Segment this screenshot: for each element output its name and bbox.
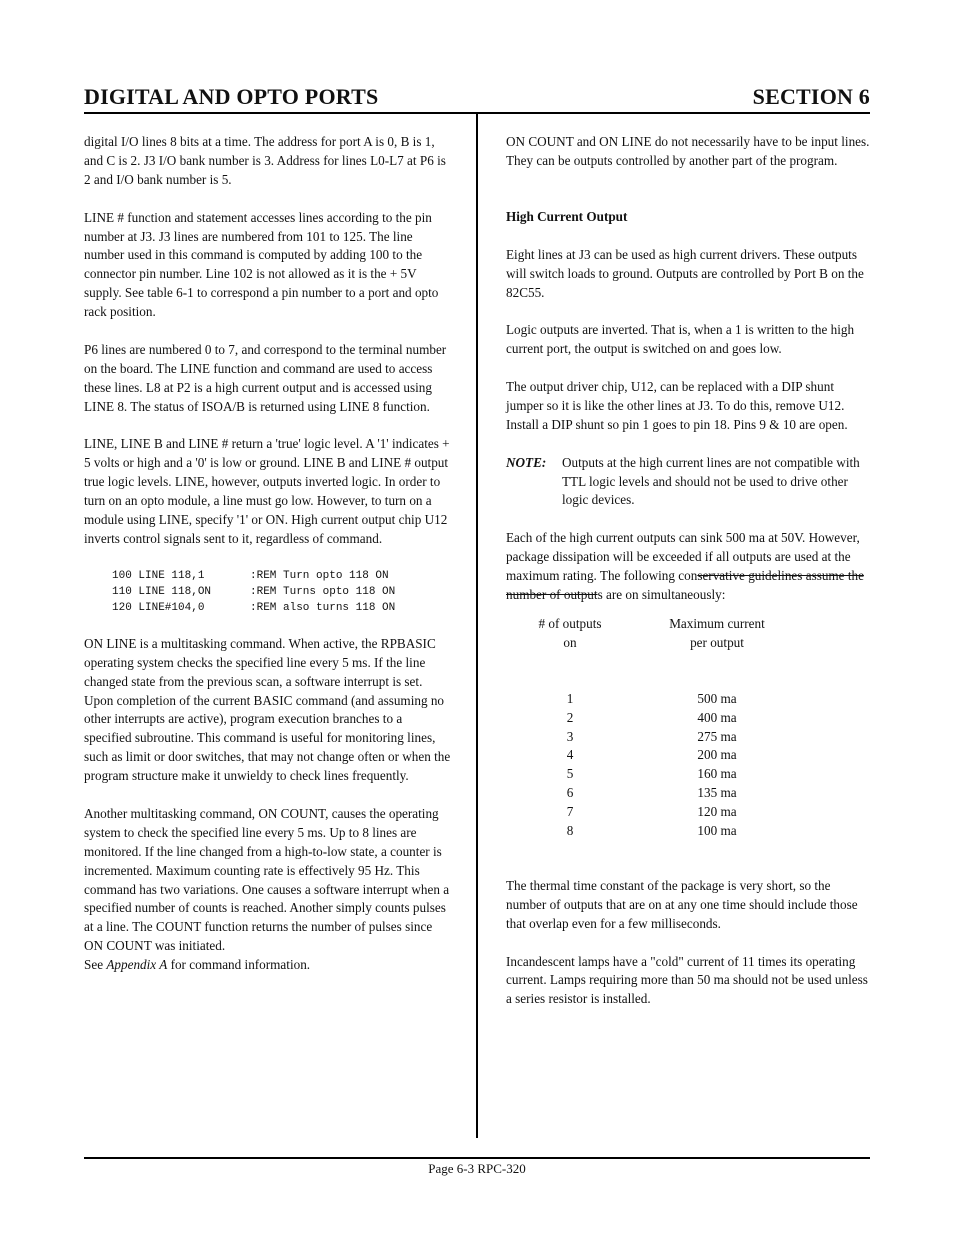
paragraph-p6-lines: P6 lines are numbered 0 to 7, and correspond to the terminal number on the board. The LINE function and command are used to access these lines. L8 at P2 is a high current output and is accessed using LINE 8. The status of ISOA/B is returned using LINE 8 function. (84, 341, 447, 414)
column-divider (476, 112, 478, 1138)
paragraph-line-function: LINE # function and statement accesses lines according to the pin number at J3. J3 lines are numbered from 101 to 125. The line number used in this command is computed by adding 100 to the connector pin number. Line 102 is not allowed as it is the + 5V supply. See table 6-1 to correspond a pin number to a port and opto rack position. (84, 209, 439, 320)
spacer (506, 859, 872, 877)
table-row: 7 120 ma (566, 804, 737, 820)
subheading-high-current: High Current Output (506, 208, 628, 224)
code-line: 100 LINE 118,1 :REM Turn opto 118 ON (112, 569, 389, 582)
note-block (506, 454, 872, 511)
note-text: Outputs at the high current lines are not compatible with TTL logic levels and should not be used to drive other logic devices. (562, 454, 860, 508)
paragraph-on-line: ON LINE is a multitasking command. When active, the RPBASIC operating system checks the specified line every 5 ms. If the line changed state from the previous scan, a software interrupt is set. Upon completion of the current BASIC command (and assuming no other interrupts are active), program execution branches to a specified subroutine. This command is useful for monitoring lines, such as limit or door switches, that may not change often or when the program structure make it unwieldy to check lines frequently. (84, 635, 451, 784)
footer-rule (84, 1157, 870, 1159)
struck-text: servative guidelines assume the number of output (506, 568, 864, 603)
paragraph-thermal: The thermal time constant of the package is very short, so the number of outputs that are on at any one time should include those that overlap even for a few milliseconds. (506, 877, 858, 931)
table-body (506, 690, 872, 841)
code-line: 120 LINE#104,0 :REM also turns 118 ON (112, 601, 396, 614)
table-row: 2 400 ma (566, 709, 737, 725)
table-row: 4 200 ma (566, 747, 737, 763)
section-label: SECTION 6 (752, 84, 870, 109)
page-header (84, 84, 870, 114)
paragraph-inverted: Logic outputs are inverted. That is, when a 1 is written to the high current port, the output is switched on and goes low. (506, 322, 855, 357)
table-row: 3 275 ma (566, 728, 737, 744)
paragraph-io-address: digital I/O lines 8 bits at a time. The address for port A is 0, B is 1, and C is 2. J3 I/O bank number is 3. Address for lines L0-L7 at P6 is 2 and I/O bank number is 5. (84, 134, 446, 187)
table-row: 6 135 ma (566, 785, 737, 801)
paragraph-sink-rating: Each of the high current outputs can sink 500 ma at 50V. However, package dissipation will be exceeded if all outputs are used at the maximum rating. The following conservative guidelines assume the number of outputs are on simultaneously: (506, 530, 864, 603)
paragraph-lamps: Incandescent lamps have a "cold" current of 11 times its operating current. Lamps requiring more than 50 ma should not be used unless a series resistor is installed. (506, 953, 868, 1007)
code-line: 110 LINE 118,ON :REM Turns opto 118 ON (112, 585, 396, 598)
table-row: 8 100 ma (566, 823, 737, 839)
paragraph-dip-shunt: The output driver chip, U12, can be replaced with a DIP shunt jumper so it is like the other lines at J3. To do this, remove U12. Install a DIP shunt so pin 1 goes to pin 18. Pins 9 & 10 are open. (506, 379, 848, 432)
current-table (506, 615, 872, 841)
table-header (506, 615, 872, 653)
column-header-outputs: # of outputs on (538, 615, 602, 650)
column-header-current: Maximum current per output (669, 615, 765, 650)
left-column (84, 133, 452, 975)
appendix-reference: Appendix A (106, 957, 168, 973)
note-label: NOTE: (506, 454, 547, 470)
page-footer: Page 6-3 RPC-320 (428, 1161, 526, 1176)
table-row: 1 500 ma (566, 690, 737, 706)
paragraph-outputs-note: ON COUNT and ON LINE do not necessarily have to be input lines. They can be outputs controlled by another part of the program. (506, 134, 870, 168)
right-column (506, 133, 872, 1028)
table-row: 5 160 ma (566, 766, 737, 782)
chapter-title: DIGITAL AND OPTO PORTS (84, 84, 379, 109)
paragraph-logic-levels: LINE, LINE B and LINE # return a 'true' logic level. A '1' indicates + 5 volts or high and a '0' is low or ground. LINE B and LINE # output true logic levels. LINE, however, outputs inverted logic. In order to turn on an opto module, a line must go low. However, to turn on a module using LINE, specify '1' or ON. High current output chip U12 inverts control signals sent to it, regardless of command. (84, 436, 450, 546)
paragraph-on-count: Another multitasking command, ON COUNT, causes the operating system to check the specified line every 5 ms. Up to 8 lines are monitored. If the line changed from a high-to-low state, a counter is incremented. Maximum counting rate is effectively 95 Hz. This command has two variations. One causes a software interrupt when a specified number of counts is reached. Another simply counts pulses at a line. The COUNT function returns the number of pulses since ON COUNT was initiated. See Appendix A for command information. (84, 805, 450, 973)
paragraph-drivers: Eight lines at J3 can be used as high current drivers. These outputs will switch loads to ground. Outputs are controlled by Port B on the 82C55. (506, 246, 864, 300)
code-example (112, 568, 452, 616)
